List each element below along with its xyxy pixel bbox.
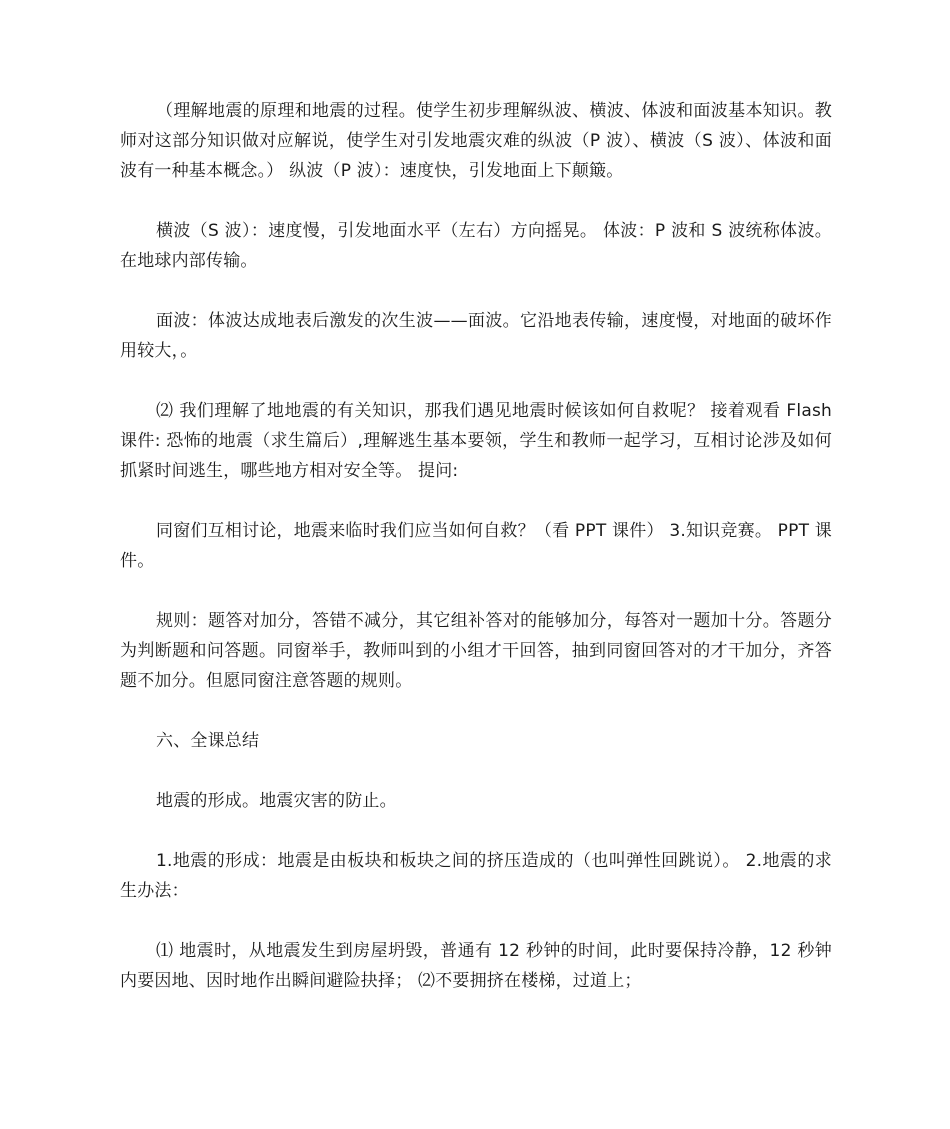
paragraph-quiz-rules: 规则：题答对加分，答错不减分，其它组补答对的能够加分，每答对一题加十分。答题分为判断题和问答题。同窗举手，教师叫到的小组才干回答，抽到同窗回答对的才干加分，齐答题不加分。但愿同窗注意答题的规则。 (120, 611, 832, 691)
paragraph-earthquake-formation: 1.地震的形成：地震是由板块和板块之间的挤压造成的（也叫弹性回跳说）。 2.地震的求生办法： (120, 851, 832, 901)
paragraph-gap (120, 276, 832, 306)
paragraph-s-wave-body-wave: 横波（S 波）：速度慢，引发地面水平（左右）方向摇晃。 体波：P 波和 S 波统称体波。在地球内部传输。 (120, 221, 832, 271)
paragraph-gap (120, 576, 832, 606)
paragraph-gap (120, 756, 832, 786)
paragraph-survival-methods: ⑴ 地震时，从地震发生到房屋坍毁，普通有 12 秒钟的时间，此时要保持冷静，12 秒钟内要因地、因时地作出瞬间避险抉择； ⑵不要拥挤在楼梯，过道上； (120, 941, 832, 991)
section-heading-summary: 六、全课总结 (156, 731, 260, 751)
paragraph-seismic-waves-intro: （理解地震的原理和地震的过程。使学生初步理解纵波、横波、体波和面波基本知识。教师对这部分知识做对应解说，使学生对引发地震灾难的纵波（P 波）、横波（S 波）、体波和面波有一种基本概念。） 纵波（P 波）：速度快，引发地面上下颠簸。 (120, 101, 832, 181)
paragraph-surface-wave: 面波：体波达成地表后激发的次生波——面波。它沿地表传输，速度慢，对地面的破坏作用较大，。 (120, 311, 832, 361)
paragraph-gap (120, 186, 832, 216)
paragraph-summary-topics: 地震的形成。地震灾害的防止。 (156, 791, 397, 811)
paragraph-discussion-quiz: 同窗们互相讨论，地震来临时我们应当如何自救？（看 PPT 课件） 3.知识竞赛。 PPT 课件。 (120, 521, 832, 571)
paragraph-gap (120, 486, 832, 516)
paragraph-self-rescue-flash: ⑵ 我们理解了地地震的有关知识，那我们遇见地震时候该如何自救呢？ 接着观看 Flash 课件: 恐怖的地震（求生篇后）,理解逃生基本要领，学生和教师一起学习，互相讨论涉及如何抓紧时间逃生，哪些地方相对安全等。 提问: (120, 401, 832, 481)
paragraph-gap (120, 366, 832, 396)
paragraph-gap (120, 906, 832, 936)
paragraph-gap (120, 816, 832, 846)
paragraph-gap (120, 696, 832, 726)
